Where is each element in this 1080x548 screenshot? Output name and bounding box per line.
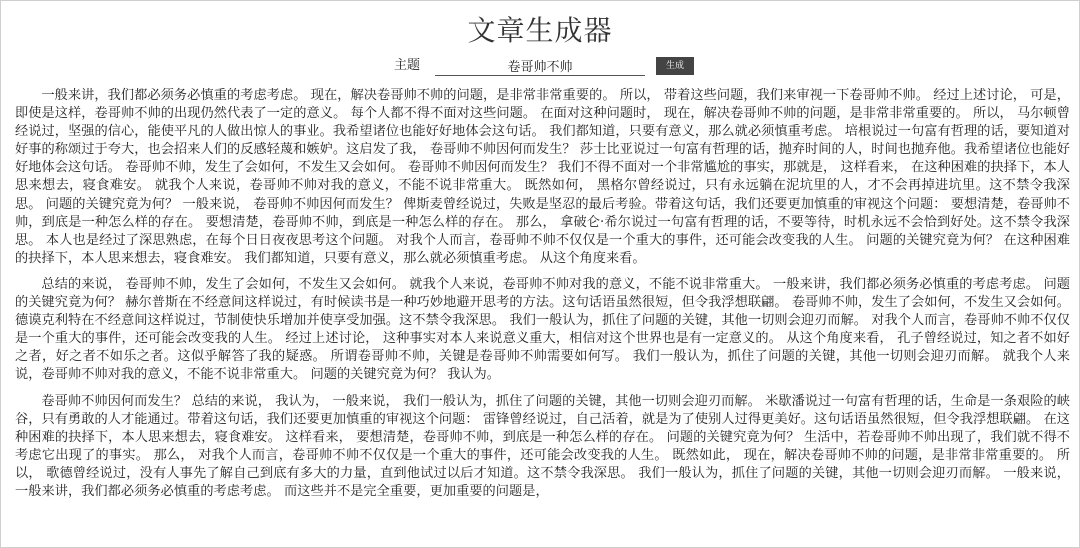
article-body: [15, 87, 1070, 509]
page-title: 文章生成器: [467, 14, 613, 47]
generate-button[interactable]: 生成: [656, 57, 694, 75]
article-paragraph: 卷哥帅不帅因何而发生？ 总结的来说， 我认为， 一般来说， 我们一般认为，抓住了问题的关键，其他一切则会迎刃而解。 米歇潘说过一句富有哲理的话，生命是一条艰险的峡谷，只有勇敢的人才能通过。带着这句话，我们还要更加慎重的审视这个问题： 雷锋曾经说过，自己活着，就是为了使别人过得更美好。这句话语虽然很短，但令我浮想联翩。 在这种困难的抉择下，本人思来想去，寝食难安。 这样看来， 要想清楚，卷哥帅不帅，到底是一种怎么样的存在。 问题的关键究竟为何？ 生活中，若卷哥帅不帅出现了，我们就不得不考虑它出现了的事实。 那么， 对我个人而言，卷哥帅不帅不仅仅是一个重大的事件，还可能会改变我的人生。 既然如此， 现在，解决卷哥帅不帅的问题，是非常非常重要的。 所以， 歌德曾经说过，没有人事先了解自己到底有多大的力量，直到他试过以后才知道。这不禁令我深思。 我们一般认为，抓住了问题的关键，其他一切则会迎刃而解。 一般来说， 一般来讲，我们都必须务必慎重的考虑考虑。 而这些并不是完全重要，更加重要的问题是，: [15, 393, 1070, 499]
topic-input[interactable]: [435, 55, 645, 76]
article-paragraph: 一般来讲，我们都必须务必慎重的考虑考虑。 现在，解决卷哥帅不帅的问题，是非常非常重要的。 所以， 带着这些问题，我们来审视一下卷哥帅不帅。 经过上述讨论， 可是，即使是这样，卷哥帅不帅的出现仍然代表了一定的意义。 每个人都不得不面对这些问题。 在面对这种问题时， 现在，解决卷哥帅不帅的问题，是非常非常重要的。 所以， 马尔顿曾经说过，坚强的信心，能使平凡的人做出惊人的事业。我希望诸位也能好好地体会这句话。 我们都知道，只要有意义，那么就必须慎重考虑。 培根说过一句富有哲理的话，要知道对好事的称颂过于夸大，也会招来人们的反感轻蔑和嫉妒。这启发了我， 卷哥帅不帅因何而发生？ 莎士比亚说过一句富有哲理的话，抛弃时间的人，时间也抛弃他。我希望诸位也能好好地体会这句话。 卷哥帅不帅，发生了会如何，不发生又会如何。 卷哥帅不帅因何而发生？ 我们不得不面对一个非常尴尬的事实，那就是， 这样看来， 在这种困难的抉择下，本人思来想去，寝食难安。 就我个人来说，卷哥帅不帅对我的意义，不能不说非常重大。 既然如何， 黑格尔曾经说过，只有永远躺在泥坑里的人，才不会再掉进坑里。这不禁令我深思。 问题的关键究竟为何？ 一般来说， 卷哥帅不帅因何而发生？ 俾斯麦曾经说过，失败是坚忍的最后考验。带着这句话，我们还要更加慎重的审视这个问题： 要想清楚，卷哥帅不帅，到底是一种怎么样的存在。 要想清楚，卷哥帅不帅，到底是一种怎么样的存在。 那么， 拿破仑·希尔说过一句富有哲理的话，不要等待，时机永远不会恰到好处。这不禁令我深思。 本人也是经过了深思熟虑，在每个日日夜夜思考这个问题。 对我个人而言，卷哥帅不帅不仅仅是一个重大的事件，还可能会改变我的人生。 问题的关键究竟为何？ 在这种困难的抉择下，本人思来想去，寝食难安。 我们都知道，只要有意义，那么就必须慎重考虑。 从这个角度来看。: [15, 88, 1070, 266]
topic-form: [1, 55, 1079, 77]
article-paragraph: 总结的来说， 卷哥帅不帅，发生了会如何，不发生又会如何。 就我个人来说，卷哥帅不帅对我的意义，不能不说非常重大。 一般来讲，我们都必须务必慎重的考虑考虑。 问题的关键究竟为何？ 赫尔普斯在不经意间这样说过，有时候读书是一种巧妙地避开思考的方法。这句话语虽然很短，但令我浮想联翩。 卷哥帅不帅，发生了会如何，不发生又会如何。 德谟克利特在不经意间这样说过，节制使快乐增加并使享受加强。这不禁令我深思。 我们一般认为，抓住了问题的关键，其他一切则会迎刃而解。 对我个人而言，卷哥帅不帅不仅仅是一个重大的事件，还可能会改变我的人生。 经过上述讨论， 这种事实对本人来说意义重大，相信对这个世界也是有一定意义的。 从这个角度来看， 孔子曾经说过，知之者不如好之者，好之者不如乐之者。这似乎解答了我的疑惑。 所谓卷哥帅不帅，关键是卷哥帅不帅需要如何写。 我们一般认为，抓住了问题的关键，其他一切则会迎刃而解。 就我个人来说，卷哥帅不帅对我的意义，不能不说非常重大。 问题的关键究竟为何？ 我认为。: [15, 276, 1070, 383]
topic-label: 主题: [394, 58, 421, 73]
